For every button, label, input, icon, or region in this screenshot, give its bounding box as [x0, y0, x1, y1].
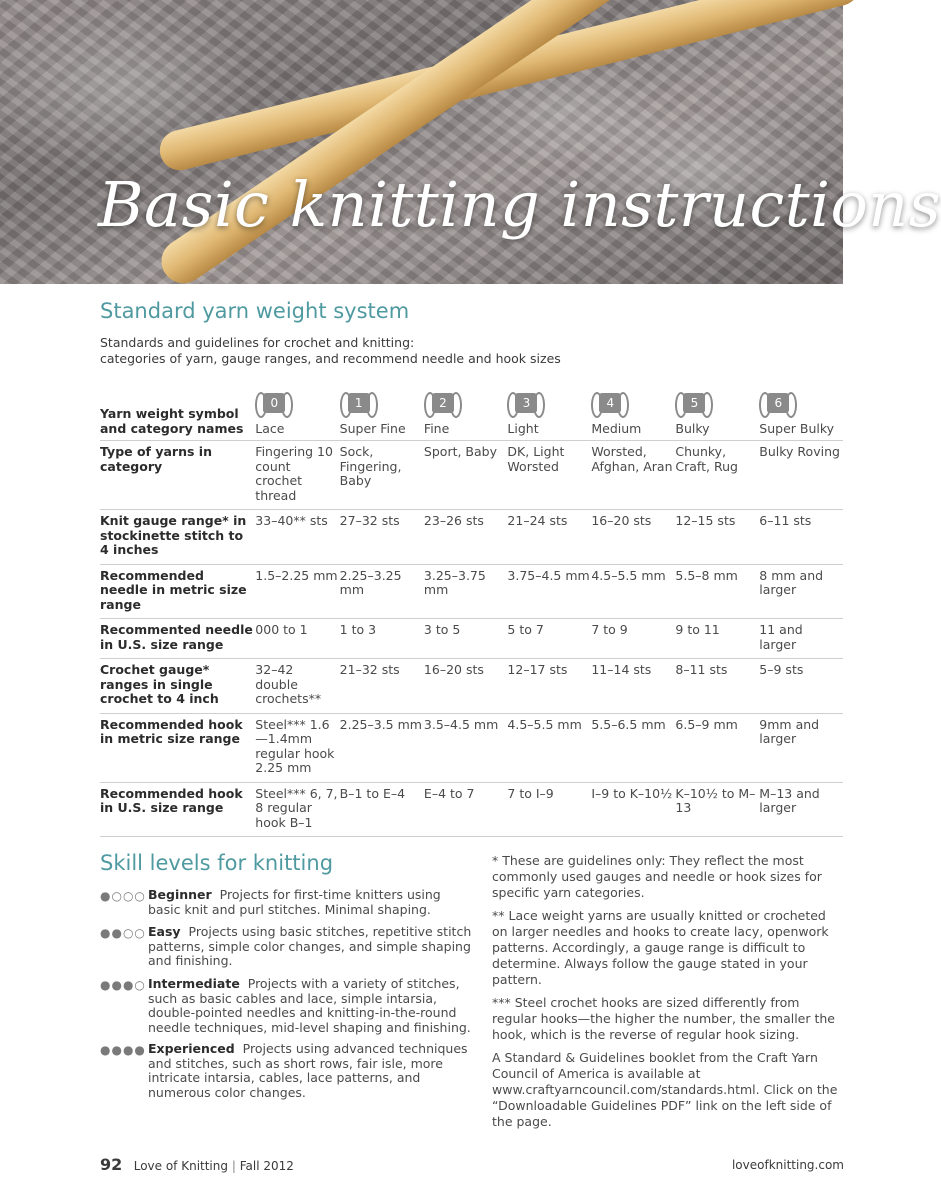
skill-description: Projects for first-time knitters using basic knit and purl stitches. Minimal shaping.: [148, 887, 441, 917]
table-cell: Bulky Roving: [759, 441, 843, 510]
row-header-hook-metric: Recommended hook in metric size range: [100, 713, 255, 782]
table-cell: 11 and larger: [759, 619, 843, 659]
category-name: Fine: [423, 420, 450, 436]
table-cell: Steel*** 6, 7, 8 regular hook B–1: [255, 782, 339, 837]
category-name: Super Bulky: [759, 420, 835, 436]
table-cell: 16–20 sts: [591, 510, 675, 565]
footnotes: [492, 853, 844, 1137]
yarn-column: [507, 380, 591, 441]
table-cell: 6–11 sts: [759, 510, 843, 565]
table-cell: 33–40** sts: [255, 510, 339, 565]
footnote: * These are guidelines only: They reflect the most commonly used gauges and needle or hook sizes for specific yarn categories.: [492, 853, 822, 900]
table-cell: 21–32 sts: [340, 659, 424, 714]
row-header-crochet-gauge: Crochet gauge* ranges in single crochet to 4 inch: [100, 659, 255, 714]
table-cell: 8–11 sts: [675, 659, 759, 714]
table-cell: 6.5–9 mm: [675, 713, 759, 782]
table-cell: 8 mm and larger: [759, 564, 843, 619]
row-header-symbol: Yarn weight symbol and category names: [100, 380, 255, 441]
table-cell: 1 to 3: [340, 619, 424, 659]
skill-label: Experienced: [148, 1041, 235, 1056]
skill-label: Beginner: [148, 887, 212, 902]
table-cell: E–4 to 7: [424, 782, 508, 837]
table-cell: K–10½ to M–13: [675, 782, 759, 837]
knitting-needles-illustration: [0, 0, 843, 284]
table-cell: 1.5–2.25 mm: [255, 564, 339, 619]
footnote: *** Steel crochet hooks are sized differently from regular hooks—the higher the number, the smaller the hook, which is the reverse of regular hook sizing.: [492, 995, 835, 1042]
skill-dots-icon: ●●○○: [100, 926, 146, 940]
table-cell: 5–9 sts: [759, 659, 843, 714]
row-header-knit-gauge: Knit gauge range* in stockinette stitch to 4 inches: [100, 510, 255, 565]
table-cell: 2.25–3.25 mm: [340, 564, 424, 619]
yarn-ball-icon: 1: [340, 390, 378, 416]
footer-left: 92 Love of Knitting | Fall 2012: [100, 1155, 294, 1174]
table-cell: 12–17 sts: [507, 659, 591, 714]
table-cell: I–9 to K–10½: [591, 782, 675, 837]
skill-dots-icon: ●●●○: [100, 978, 146, 992]
table-cell: 5 to 7: [507, 619, 591, 659]
table-cell: 4.5–5.5 mm: [591, 564, 675, 619]
skill-dots-icon: ●○○○: [100, 889, 146, 903]
skill-description: Projects using advanced techniques and stitches, such as short rows, fair isle, more intricate intarsia, cables, lace patterns, and numerous color changes.: [148, 1041, 468, 1100]
yarn-ball-icon: 3: [507, 390, 545, 416]
table-cell: 9 to 11: [675, 619, 759, 659]
table-cell: 5.5–8 mm: [675, 564, 759, 619]
category-name: Medium: [591, 420, 642, 436]
table-cell: 9mm and larger: [759, 713, 843, 782]
row-header-needle-us: Recommented needle in U.S. size range: [100, 619, 255, 659]
skill-label: Intermediate: [148, 976, 240, 991]
table-row: [100, 713, 843, 782]
category-name: Lace: [255, 420, 285, 436]
footnote: A Standard & Guidelines booklet from the Craft Yarn Council of America is available at www.craftyarncouncil.com/standards.html. Click on the “Downloadable Guidelines PDF” link on the left side of the page.: [492, 1050, 838, 1129]
row-header-type: Type of yarns in category: [100, 441, 255, 510]
table-row: [100, 619, 843, 659]
yarn-ball-icon: 4: [591, 390, 629, 416]
skill-description: Projects using basic stitches, repetitive stitch patterns, simple color changes, and simple shaping and finishing.: [148, 924, 472, 968]
skill-level-experienced: [100, 1042, 475, 1100]
table-cell: 3.25–3.75 mm: [424, 564, 508, 619]
skill-description: Projects with a variety of stitches, such as basic cables and lace, simple intarsia, double-pointed needles and knitting-in-the-round needle techniques, mid-level shaping and finishing.: [148, 976, 471, 1035]
yarn-column: [424, 380, 508, 441]
skill-level-easy: [100, 925, 475, 969]
intro-line-1: Standards and guidelines for crochet and knitting:: [100, 335, 415, 350]
table-cell: 12–15 sts: [675, 510, 759, 565]
table-cell: M–13 and larger: [759, 782, 843, 837]
intro-line-2: categories of yarn, gauge ranges, and recommend needle and hook sizes: [100, 351, 561, 366]
table-cell: 27–32 sts: [340, 510, 424, 565]
table-cell: Fingering 10 count crochet thread: [255, 441, 339, 510]
yarn-column: [340, 380, 424, 441]
table-cell: 2.25–3.5 mm: [340, 713, 424, 782]
skill-level-beginner: [100, 888, 475, 917]
table-cell: 7 to 9: [591, 619, 675, 659]
table-row: [100, 441, 843, 510]
table-cell: 4.5–5.5 mm: [507, 713, 591, 782]
table-cell: Worsted, Afghan, Aran: [591, 441, 675, 510]
table-cell: Steel*** 1.6—1.4mm regular hook 2.25 mm: [255, 713, 339, 782]
table-cell: 23–26 sts: [424, 510, 508, 565]
table-row: [100, 564, 843, 619]
yarn-weight-table: [100, 380, 843, 837]
yarn-ball-icon: 6: [759, 390, 797, 416]
skill-levels-heading: Skill levels for knitting: [100, 851, 334, 875]
yarn-column: [675, 380, 759, 441]
table-cell: 3.75–4.5 mm: [507, 564, 591, 619]
table-cell: 21–24 sts: [507, 510, 591, 565]
page-title: Basic knitting instructions: [98, 168, 941, 241]
table-cell: 000 to 1: [255, 619, 339, 659]
table-cell: Chunky, Craft, Rug: [675, 441, 759, 510]
table-cell: Sock, Fingering, Baby: [340, 441, 424, 510]
table-cell: 16–20 sts: [424, 659, 508, 714]
issue-date: Fall 2012: [239, 1159, 294, 1173]
yarn-ball-icon: 5: [675, 390, 713, 416]
page-number: 92: [100, 1155, 123, 1174]
yarn-weight-heading: Standard yarn weight system: [100, 299, 410, 323]
row-header-needle-metric: Recommended needle in metric size range: [100, 564, 255, 619]
yarn-ball-icon: 0: [255, 390, 293, 416]
table-cell: 11–14 sts: [591, 659, 675, 714]
table-cell: 5.5–6.5 mm: [591, 713, 675, 782]
yarn-column: [759, 380, 843, 441]
table-row: [100, 659, 843, 714]
magazine-name: Love of Knitting: [133, 1159, 228, 1173]
skill-dots-icon: ●●●●: [100, 1043, 146, 1057]
table-cell: Sport, Baby: [424, 441, 508, 510]
skill-level-intermediate: [100, 977, 475, 1035]
table-row: [100, 782, 843, 837]
table-cell: 32–42 double crochets**: [255, 659, 339, 714]
skill-label: Easy: [148, 924, 181, 939]
category-name: Super Fine: [339, 420, 406, 436]
yarn-ball-icon: 2: [424, 390, 462, 416]
table-cell: B–1 to E–4: [340, 782, 424, 837]
table-row: [100, 380, 843, 441]
table-row: [100, 510, 843, 565]
yarn-column: [591, 380, 675, 441]
yarn-intro: [100, 335, 561, 367]
footer-url: loveofknitting.com: [731, 1158, 844, 1172]
row-header-hook-us: Recommended hook in U.S. size range: [100, 782, 255, 837]
category-name: Bulky: [675, 420, 710, 436]
hero-image: [0, 0, 941, 284]
category-name: Light: [507, 420, 539, 436]
table-cell: 3 to 5: [424, 619, 508, 659]
footnote: ** Lace weight yarns are usually knitted or crocheted on larger needles and hooks to create lacy, openwork patterns. Accordingly, a gauge range is difficult to determine. Always follow the gauge stated in your pattern.: [492, 908, 829, 987]
table-cell: 3.5–4.5 mm: [424, 713, 508, 782]
yarn-column: [255, 380, 339, 441]
table-cell: DK, Light Worsted: [507, 441, 591, 510]
table-cell: 7 to I–9: [507, 782, 591, 837]
